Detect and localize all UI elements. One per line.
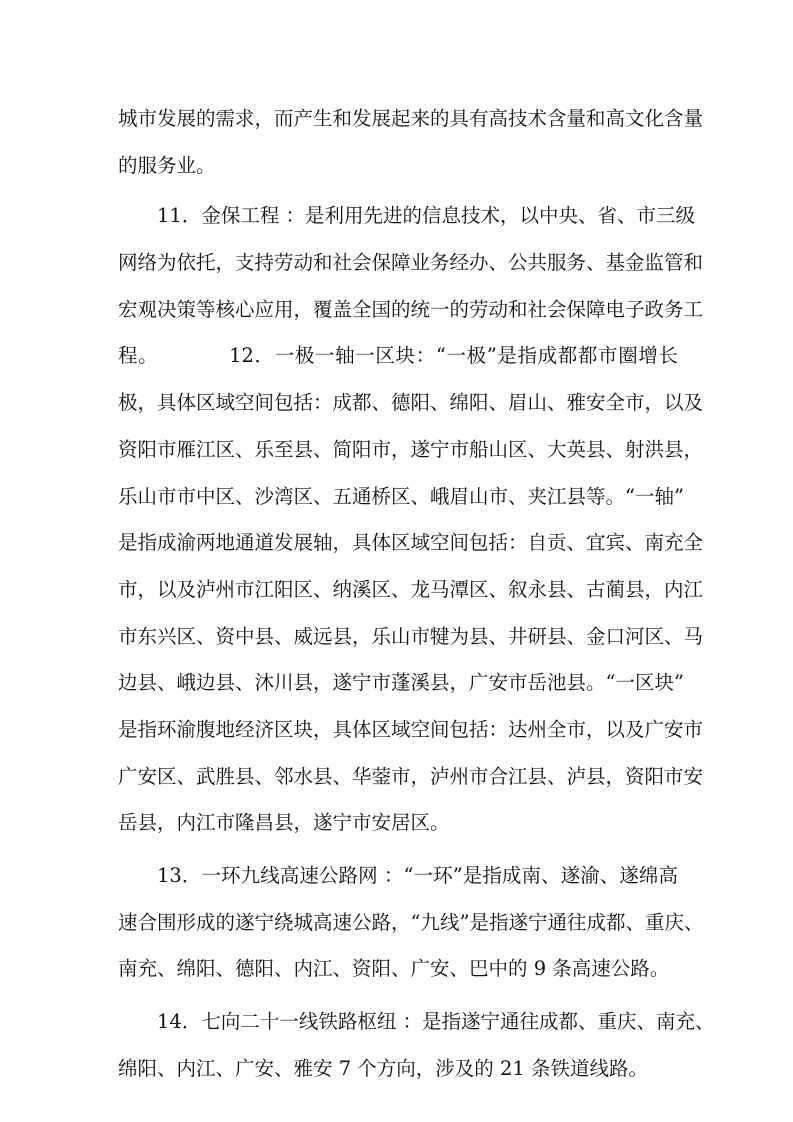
text-line: 资阳市雁江区、乐至县、简阳市，遂宁市船山区、大英县、射洪县，	[118, 437, 704, 461]
text-line: 边县、峨边县、沐川县，遂宁市蓬溪县，广安市岳池县。“一区块”	[118, 671, 684, 695]
item-13-heading: 13．一环九线高速公路网 ：“一环”是指成南、遂渝、遂绵高	[157, 864, 678, 887]
text-line: 城市发展的需求，而产生和发展起来的具有高技术含量和高文化含量	[118, 107, 704, 130]
text-line	[118, 999, 715, 1046]
text-line: 极，具体区域空间包括：成都、德阳、绵阳、眉山、雅安全市，以及	[118, 391, 704, 415]
text-line	[118, 853, 678, 900]
text-line: 绵阳、内江、广安、雅安 7 个方向，涉及的 21 条铁道线路。	[118, 1056, 649, 1080]
text-line: 市东兴区、资中县、威远县，乐山市犍为县、井研县、金口河区、马	[118, 624, 704, 648]
text-line: 岳县，内江市隆昌县，遂宁市安居区。	[118, 811, 450, 835]
item-11-heading: 11．金保工程 ：是利用先进的信息技术，以中央、省、市三级	[157, 204, 696, 228]
item-14-heading: 14．七向二十一线铁路枢纽 ：是指遂宁通往成都、重庆、南充、	[157, 1010, 715, 1034]
text-line: 市，以及泸州市江阳区、纳溪区、龙马潭区、叙永县、古蔺县，内江	[118, 577, 704, 601]
text-line: 是指环渝腹地经济区块，具体区域空间包括：达州全市，以及广安市	[118, 717, 704, 741]
text-line: 宏观决策等核心应用，覆盖全国的统一的劳动和社会保障电子政务工	[118, 297, 704, 321]
text-line: 网络为依托，支持劳动和社会保障业务经办、公共服务、基金监管和	[118, 251, 704, 275]
body-text	[118, 96, 715, 1092]
text-line: 速合围形成的遂宁绕城高速公路，“九线”是指遂宁通往成都、重庆、	[118, 910, 704, 934]
text-line: 是指成渝两地通道发展轴，具体区域空间包括：自贡、宜宾、南充全	[118, 531, 704, 555]
text-line: 乐山市市中区、沙湾区、五通桥区、峨眉山市、夹江县等。“一轴”	[118, 484, 684, 508]
text-line: 南充、绵阳、德阳、内江、资阳、广安、巴中的 9 条高速公路。	[118, 957, 670, 981]
text-line: 程。 12．一极一轴一区块：“一极”是指成都都市圈增长	[118, 344, 678, 368]
text-line: 的服务业。	[118, 153, 216, 177]
text-line: 广安区、武胜县、邻水县、华蓥市，泸州市合江县、泸县，资阳市安	[118, 764, 704, 788]
text-line	[118, 193, 696, 240]
